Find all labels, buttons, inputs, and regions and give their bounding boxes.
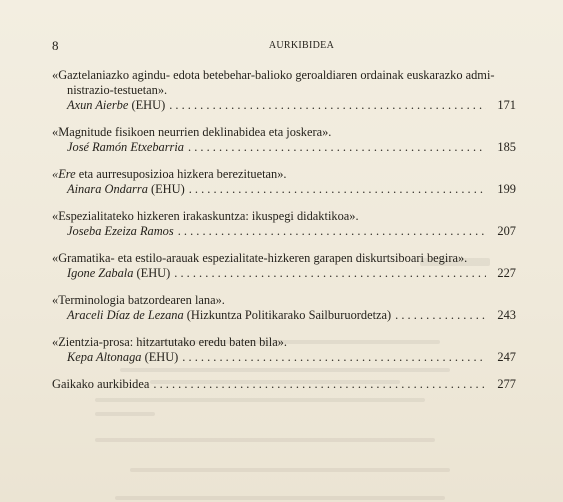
page-number: 8 — [52, 38, 59, 53]
entry-author: Ainara Ondarra (EHU) — [67, 182, 185, 196]
entry-author: Araceli Díaz de Lezana (Hizkuntza Politikarako Sailburuordetza) — [67, 308, 392, 322]
entry-page: 227 — [497, 266, 516, 280]
leader-dots — [153, 377, 486, 392]
entry-title: «Terminologia batzordearen lana». — [52, 293, 225, 307]
running-head: AURKIBIDEA — [268, 40, 335, 51]
index-label: Gaikako aurkibidea — [52, 377, 150, 391]
entry-author: José Ramón Etxebarria — [67, 140, 184, 154]
entry-author: Igone Zabala (EHU) — [67, 266, 171, 280]
entry-author: Joseba Ezeiza Ramos — [67, 224, 174, 238]
entry-page: 185 — [497, 140, 516, 154]
leader-dots — [174, 266, 486, 281]
entry-page: 277 — [497, 377, 516, 391]
entry-author-line — [52, 266, 516, 281]
toc-entry-index — [52, 377, 516, 392]
table-of-contents — [52, 68, 516, 392]
entry-title: «Ere eta aurresuposizioa hizkera berezituetan». — [52, 167, 287, 181]
entry-author: Kepa Altonaga (EHU) — [67, 350, 179, 364]
leader-dots — [189, 182, 486, 197]
toc-entry — [52, 293, 516, 323]
toc-entry — [52, 68, 516, 113]
toc-entry — [52, 125, 516, 155]
leader-dots — [182, 350, 486, 365]
toc-entry — [52, 167, 516, 197]
entry-title: «Zientzia-prosa: hitzartutako eredu baten bila». — [52, 335, 287, 349]
leader-dots — [169, 98, 486, 113]
entry-title: «Gramatika- eta estilo-arauak espezialitate-hizkeren garapen diskurtsiboari begira». — [52, 251, 468, 265]
entry-page: 243 — [497, 308, 516, 322]
toc-entry — [52, 251, 516, 281]
entry-title: «Espezialitateko hizkeren irakaskuntza: ikuspegi didaktikoa». — [52, 209, 359, 223]
entry-author: Axun Aierbe (EHU) — [67, 98, 166, 112]
toc-entry — [52, 335, 516, 365]
entry-page: 171 — [497, 98, 516, 112]
entry-author-line — [52, 350, 516, 365]
entry-author-line — [52, 140, 516, 155]
entry-author-line — [52, 182, 516, 197]
leader-dots — [178, 224, 486, 239]
entry-page: 199 — [497, 182, 516, 196]
leader-dots — [395, 308, 486, 323]
entry-title: «Gaztelaniazko agindu- edota betebehar-balioko geroaldiaren ordainak euskarazko admi- nistrazio-testuetan». — [52, 68, 495, 97]
entry-title: «Magnitude fisikoen neurrien deklinabidea eta joskera». — [52, 125, 332, 139]
toc-entry — [52, 209, 516, 239]
entry-page: 207 — [497, 224, 516, 238]
entry-author-line — [52, 98, 516, 113]
leader-dots — [188, 140, 486, 155]
entry-author-line — [52, 224, 516, 239]
page-header — [0, 38, 563, 54]
entry-author-line — [52, 308, 516, 323]
entry-page: 247 — [497, 350, 516, 364]
